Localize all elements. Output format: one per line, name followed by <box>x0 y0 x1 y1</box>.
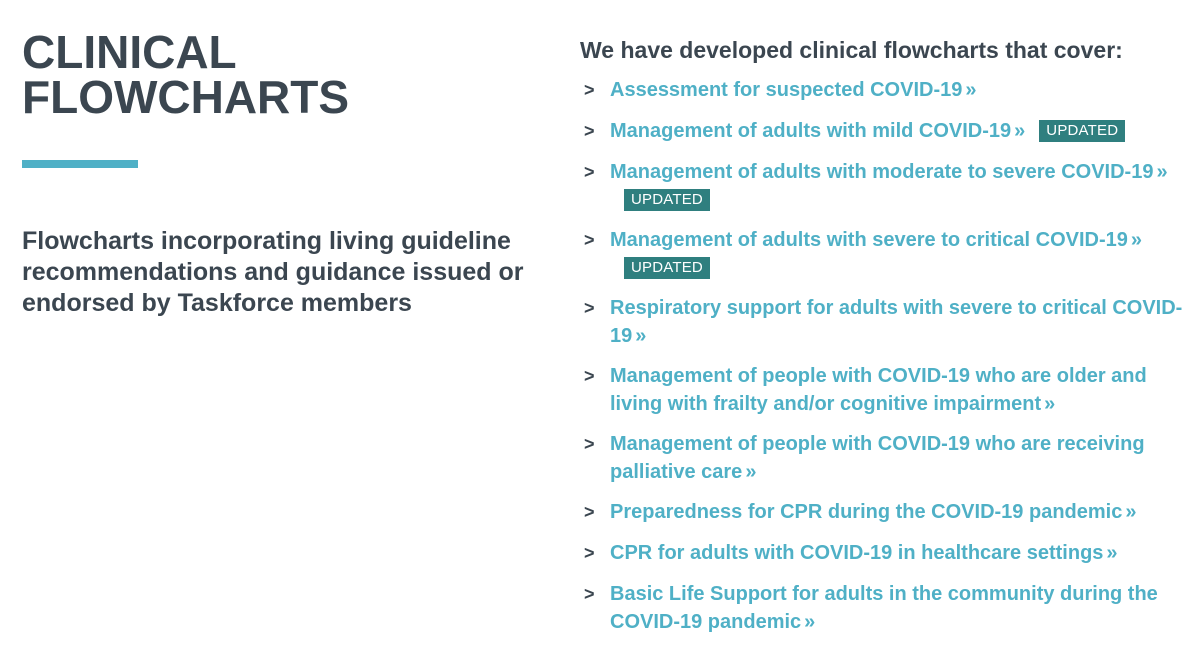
list-item <box>580 539 1186 568</box>
double-chevron-right-icon: » <box>965 79 977 101</box>
chevron-right-icon: > <box>584 366 595 386</box>
flowchart-item-text <box>610 362 1186 418</box>
page-title: CLINICAL FLOWCHARTS <box>22 26 350 123</box>
flowchart-item-text <box>610 76 1186 104</box>
list-item <box>580 362 1186 418</box>
list-item <box>580 226 1186 282</box>
flowchart-link-label: Management of people with COVID-19 who are receiving palliative care <box>610 433 1145 483</box>
flowchart-item-text <box>610 539 1186 567</box>
flowchart-link-mild[interactable] <box>610 120 1025 142</box>
list-item <box>580 76 1186 105</box>
chevron-right-icon: > <box>584 434 595 454</box>
chevron-right-icon: > <box>584 584 595 604</box>
flowchart-link-label: Management of people with COVID-19 who are older and living with frailty and/or cognitive impairment <box>610 365 1147 415</box>
flowchart-link-label: Management of adults with severe to critical COVID-19 <box>610 229 1128 251</box>
list-item <box>580 294 1186 350</box>
flowchart-link-respiratory-support[interactable] <box>610 297 1182 347</box>
flowchart-link-basic-life-support[interactable] <box>610 583 1158 633</box>
chevron-right-icon: > <box>584 543 595 563</box>
flowchart-item-text <box>610 294 1186 350</box>
updated-badge: UPDATED <box>1039 120 1125 142</box>
list-item <box>580 158 1186 214</box>
flowchart-item-text <box>610 430 1186 486</box>
flowchart-link-older-frailty[interactable] <box>610 365 1147 415</box>
flowchart-item-text <box>610 226 1186 282</box>
chevron-right-icon: > <box>584 502 595 522</box>
double-chevron-right-icon: » <box>1014 120 1026 142</box>
page-description: Flowcharts incorporating living guideline recommendations and guidance issued or endorsed by Taskforce members <box>22 227 524 317</box>
intro-panel <box>22 26 552 319</box>
flowchart-link-label: Respiratory support for adults with severe to critical COVID-19 <box>610 297 1183 347</box>
flowchart-link-moderate-severe[interactable] <box>610 161 1168 183</box>
chevron-right-icon: > <box>584 298 595 318</box>
flowchart-link-palliative-care[interactable] <box>610 433 1145 483</box>
double-chevron-right-icon: » <box>1156 161 1168 183</box>
double-chevron-right-icon: » <box>1044 393 1056 415</box>
flowchart-item-text <box>610 498 1186 526</box>
updated-badge: UPDATED <box>624 189 710 211</box>
flowchart-link-cpr-preparedness[interactable] <box>610 501 1136 523</box>
title-accent-divider <box>22 160 138 168</box>
flowchart-link-label: CPR for adults with COVID-19 in healthcare settings <box>610 542 1104 564</box>
flowchart-item-text <box>610 580 1186 636</box>
updated-badge: UPDATED <box>624 257 710 279</box>
flowchart-link-severe-critical[interactable] <box>610 229 1142 251</box>
flowchart-list <box>580 76 1186 636</box>
double-chevron-right-icon: » <box>745 461 757 483</box>
flowchart-link-label: Management of adults with mild COVID-19 <box>610 120 1012 142</box>
flowchart-link-label: Preparedness for CPR during the COVID-19 pandemic <box>610 501 1123 523</box>
flowchart-link-cpr-healthcare[interactable] <box>610 542 1118 564</box>
flowchart-link-label: Assessment for suspected COVID-19 <box>610 79 963 101</box>
flowchart-link-label: Basic Life Support for adults in the community during the COVID-19 pandemic <box>610 583 1158 633</box>
chevron-right-icon: > <box>584 80 595 100</box>
chevron-right-icon: > <box>584 162 595 182</box>
double-chevron-right-icon: » <box>635 325 647 347</box>
flowchart-item-text <box>610 158 1186 214</box>
list-item <box>580 117 1186 146</box>
flowchart-item-text <box>610 117 1186 145</box>
double-chevron-right-icon: » <box>1125 501 1137 523</box>
flowchart-list-heading: We have developed clinical flowcharts that cover: <box>580 37 1123 63</box>
flowchart-link-assessment[interactable] <box>610 79 976 101</box>
flowchart-panel <box>580 36 1186 648</box>
list-item <box>580 430 1186 486</box>
chevron-right-icon: > <box>584 230 595 250</box>
double-chevron-right-icon: » <box>1130 229 1143 251</box>
chevron-right-icon: > <box>584 121 595 141</box>
list-item <box>580 498 1186 527</box>
flowchart-link-label: Management of adults with moderate to severe COVID-19 <box>610 161 1154 183</box>
double-chevron-right-icon: » <box>1106 542 1118 564</box>
double-chevron-right-icon: » <box>804 611 816 633</box>
list-item <box>580 580 1186 636</box>
